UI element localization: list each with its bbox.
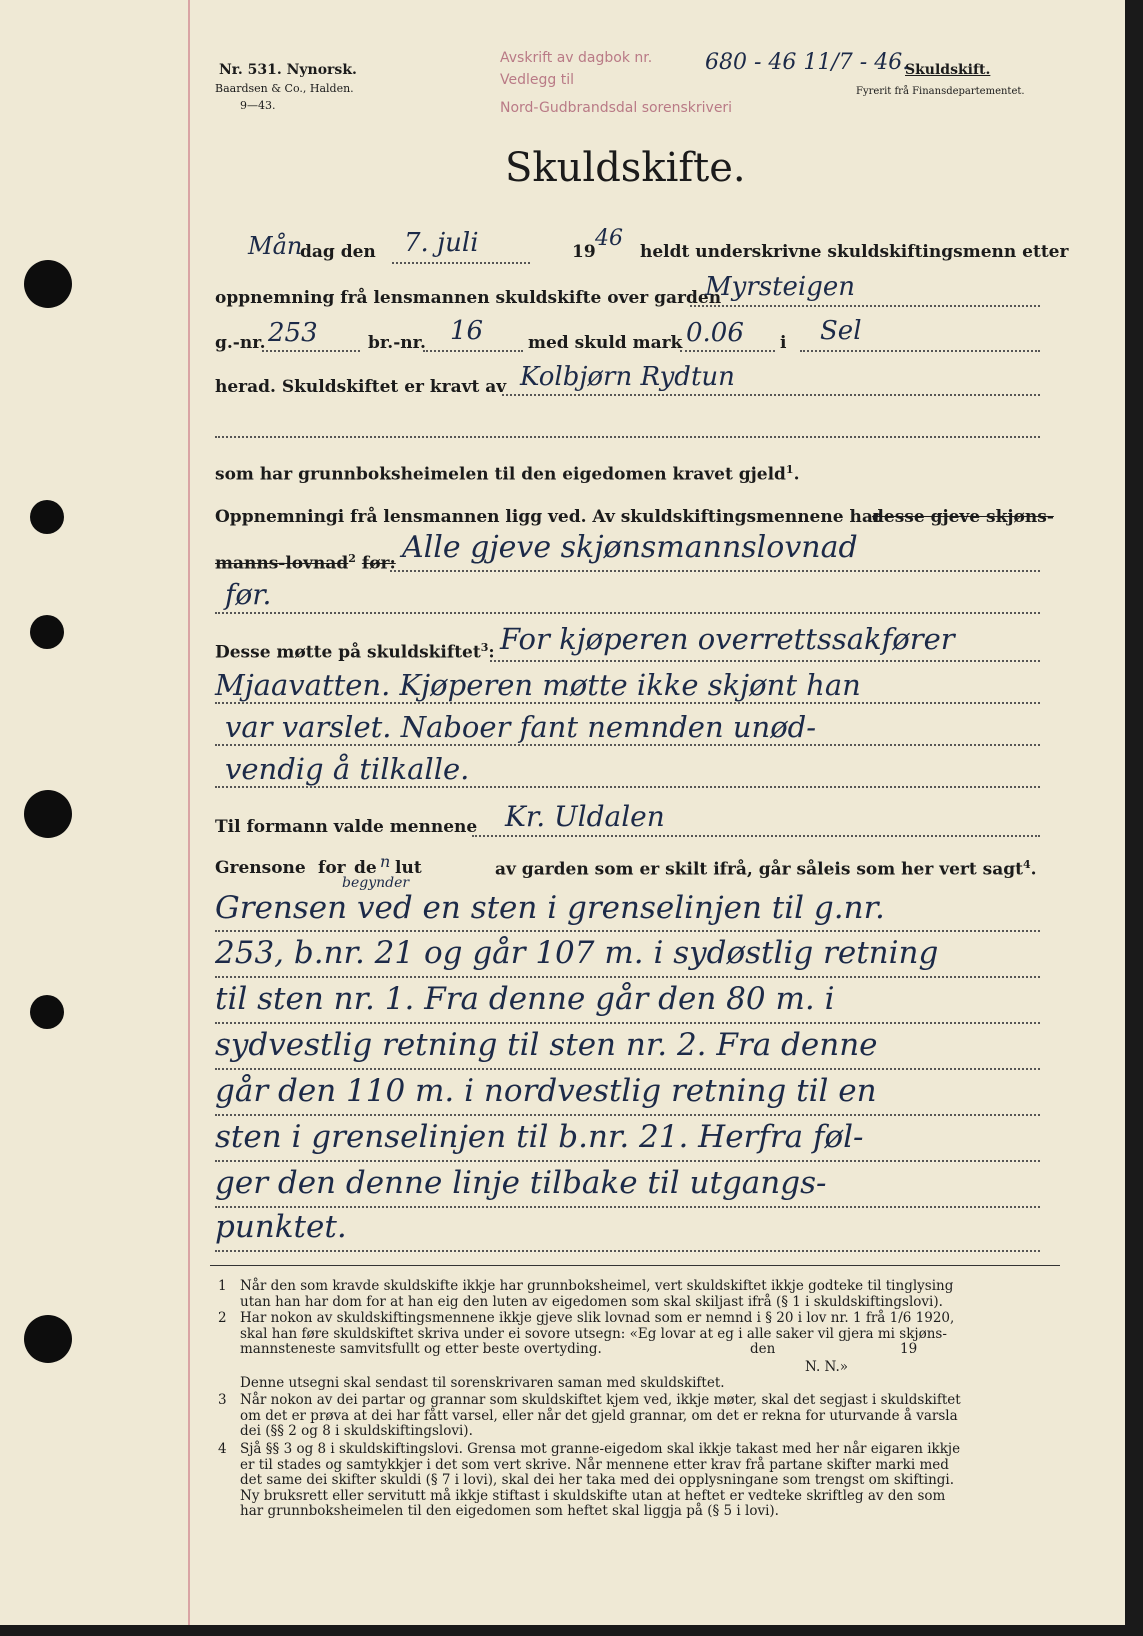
oppnemning-text: Oppnemningi frå lensmannen ligg ved. Av skuldskiftingsmennene har [215, 507, 882, 527]
boundary-handwritten-line: sydvestlig retning til sten nr. 2. Fra denne [215, 1027, 878, 1063]
bnr-label: br.-nr. [368, 333, 426, 353]
gnr-line [262, 350, 360, 352]
formann-handwritten: Kr. Uldalen [505, 800, 665, 833]
farm-handwritten: Myrsteigen [705, 272, 856, 302]
formann-label: Til formann valde mennene [215, 817, 478, 837]
farm-line [690, 305, 1040, 307]
punch-hole [30, 500, 64, 534]
grensone-label: Grensone [215, 858, 306, 878]
boundary-handwritten-line: ger den denne linje tilbake til utgangs- [215, 1165, 827, 1201]
mote-handwritten-3: var varslet. Naboer fant nemnden unød- [225, 710, 817, 744]
date-handwritten: 7. juli [404, 228, 479, 258]
requester-line [502, 394, 1040, 396]
grensone-for: for [318, 858, 346, 878]
day-suffix: dag den [300, 242, 376, 262]
grensone-lut: lut [395, 858, 422, 878]
lovnad-handwritten-2: før. [225, 578, 272, 611]
appoint-text: oppnemning frå lensmannen skuldskifte over garden [215, 288, 722, 308]
mote-handwritten-4: vendig å tilkalle. [225, 752, 470, 786]
mote-line-3 [215, 744, 1040, 746]
boundary-handwritten-line: til sten nr. 1. Fra denne går den 80 m. i [215, 981, 835, 1017]
grensone-de: de [354, 858, 377, 878]
stamp-handwritten-number: 680 - 46 11/7 - 46. [705, 50, 910, 75]
publisher: Baardsen & Co., Halden. [215, 82, 354, 95]
mote-line-2 [215, 702, 1040, 704]
i-label: i [780, 333, 787, 353]
year-prefix: 19 [572, 242, 596, 262]
mote-label: Desse møtte på skuldskiftet$^3$: [215, 641, 495, 663]
grensone-rest: av garden som er skilt ifrå, går såleis som her vert sagt$^4$. [495, 858, 1037, 880]
skuld-line [680, 350, 775, 352]
punch-hole [24, 790, 72, 838]
bnr-line [423, 350, 523, 352]
boundary-handwritten-line: Grensen ved en sten i grenselinjen til g.nr. [215, 890, 885, 926]
mote-line-1 [490, 660, 1040, 662]
gnr-label: g.-nr. [215, 333, 266, 353]
boundary-line [215, 1250, 1040, 1252]
boundary-line [215, 1206, 1040, 1208]
lovnad-line-2 [215, 612, 1040, 614]
date-line [392, 262, 530, 264]
stamp-line-1: Avskrift av dagbok nr. [500, 50, 653, 66]
prescribed-note: Fyrerit frå Finansdepartementet. [856, 86, 1025, 97]
boundary-line [215, 1068, 1040, 1070]
footnote-1: 1 Når den som kravde skuldskifte ikkje har grunnboksheimel, vert skuldskiftet ikkje godteke til tinglysing utan han har dom for at han eig den luten av eigedomen som skal skiljast ifrå (§ 1 i skuldskiftingslovi). [218, 1278, 954, 1310]
formann-line [472, 835, 1040, 837]
herad-label: herad. Skuldskiftet er kravt av [215, 377, 507, 397]
stamp-line-2: Vedlegg til [500, 72, 574, 88]
boundary-handwritten-line: går den 110 m. i nordvestlig retning til en [215, 1073, 877, 1109]
footnote-rule [210, 1265, 1060, 1266]
bnr-handwritten: 16 [450, 316, 484, 346]
boundary-line [215, 930, 1040, 932]
footnote-3: 3 Når nokon av dei partar og grannar som skuldskiftet kjem ved, ikkje møter, skal det segjast i skuldskiftet om det er prøva at dei har fått varsel, eller når det gjeld grannar, om det er rekna for uturvande å varsla dei (§§ 2 og 8 i skuldskiftingslovi). [218, 1392, 961, 1439]
boundary-handwritten-line: 253, b.nr. 21 og går 107 m. i sydøstlig retning [215, 935, 939, 971]
herad-handwritten: Sel [820, 316, 862, 346]
grensone-n-handwritten: n [380, 852, 391, 871]
punch-hole [24, 1315, 72, 1363]
boundary-handwritten-line: punktet. [215, 1209, 347, 1245]
mote-handwritten-2: Mjaavatten. Kjøperen møtte ikke skjønt han [215, 668, 861, 702]
mote-line-4 [215, 786, 1040, 788]
boundary-line [215, 1022, 1040, 1024]
form-number: Nr. 531. Nynorsk. [219, 62, 357, 78]
mote-handwritten-1: For kjøperen overrettssakfører [500, 622, 955, 656]
grunnbok-text: som har grunnboksheimelen til den eigedomen kravet gjeld$^1$. [215, 463, 800, 485]
lovnad-line [390, 570, 1040, 572]
requester-handwritten: Kolbjørn Rydtun [520, 362, 735, 392]
stamp-line-3: Nord-Gudbrandsdal sorenskriveri [500, 100, 733, 116]
red-margin-line [188, 0, 190, 1625]
form-name: Skuldskift. [905, 62, 991, 78]
day-handwritten: Mån [248, 232, 303, 260]
begynner-handwritten: begynder [342, 875, 410, 891]
skuld-label: med skuld mark [528, 333, 683, 353]
document-title: Skuldskifte. [505, 145, 746, 191]
gnr-handwritten: 253 [268, 318, 318, 348]
oppnemning-struck: desse gjeve skjøns- [872, 507, 1054, 527]
lovnad-label: manns-lovnad$^2$ før: [215, 552, 396, 574]
boundary-line [215, 976, 1040, 978]
lovnad-handwritten-1: Alle gjeve skjønsmannslovnad [402, 530, 858, 565]
herad-line [800, 350, 1040, 352]
footnote-4: 4 Sjå §§ 3 og 8 i skuldskiftingslovi. Grensa mot granne-eigedom skal ikkje takast med her når eigaren ikkje er til stades og samtykkjer i det som vert skrive. Når mennene etter krav frå partane skifter marki med det same dei skifter skuldi (§ 7 i lovi), skal dei her taka med dei opplysningane som trengst om skiftingi. Ny bruksrett eller servitutt må ikkje stiftast i skuldskifte utan at heftet er vedteke skriftleg av den som har grunnboksheimelen til den eigedomen som heftet skal liggja på (§ 5 i lovi). [218, 1441, 961, 1519]
print-date: 9—43. [240, 99, 276, 112]
skuld-handwritten: 0.06 [686, 318, 744, 348]
boundary-handwritten-line: sten i grenselinjen til b.nr. 21. Herfra føl- [215, 1119, 864, 1155]
blank-line [215, 436, 1040, 438]
punch-hole [24, 260, 72, 308]
footnote-2: 2 Har nokon av skuldskiftingsmennene ikkje gjeve slik lovnad som er nemnd i § 20 i lov nr. 1 frå 1/6 1920, skal han føre skuldskiftet skriva under ei sovore utsegn: «Eg lovar at eg i alle saker vil gjera mi skjøns- mannsteneste samvitsfullt og etter beste overtyding. den 19 N. N.» Denne utsegni skal sendast til sorenskrivaren saman med skuldskiftet. [218, 1310, 955, 1391]
boundary-line [215, 1160, 1040, 1162]
boundary-line [215, 1114, 1040, 1116]
punch-hole [30, 995, 64, 1029]
punch-hole [30, 615, 64, 649]
held-text: heldt underskrivne skuldskiftingsmenn etter [640, 242, 1069, 262]
year-handwritten: 46 [595, 226, 623, 251]
